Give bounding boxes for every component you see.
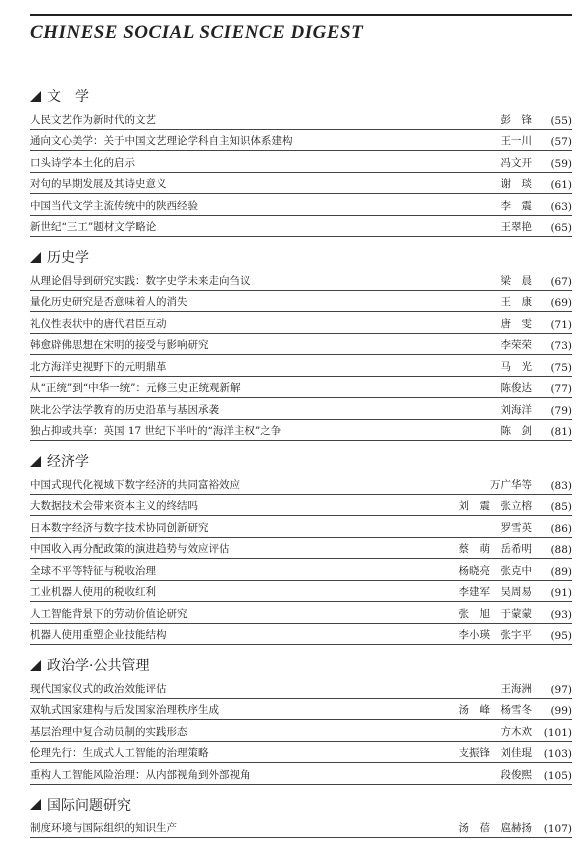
article-title: 伦理先行：生成式人工智能的治理策略 [30,747,209,759]
page-number: (61) [550,179,572,191]
article-title: 人工智能背景下的劳动价值论研究 [30,607,188,620]
triangle-marker-icon [30,252,41,263]
section-heading [30,84,572,108]
section-title: 国际问题研究 [47,797,131,814]
page-number: (107) [543,823,572,835]
article-title: 韩愈辟佛思想在宋明的接受与影响研究 [30,339,209,351]
article-title: 量化历史研究是否意味着人的消失 [30,296,188,308]
article-author: 杨晓亮 张克中 [458,564,532,577]
article-title: 现代国家仪式的政治效能评估 [30,682,167,695]
article-author: 支振锋 刘佳琨 [458,747,532,759]
page-number: (88) [550,544,572,556]
page-number: (63) [550,200,572,213]
page-number: (55) [550,114,572,127]
page-number: (89) [550,565,572,578]
article-author: 梁 晨 [500,274,532,287]
article-title: 工业机器人使用的税收红利 [30,586,156,598]
article-author: 万广华等 [490,478,532,491]
toc-entry[interactable] [30,130,572,152]
article-title: 通向文心美学：关于中国文艺理论学科自主知识体系建构 [30,135,293,147]
article-author: 谢 琰 [500,178,532,190]
article-title: 口头诗学本土化的启示 [30,156,135,169]
article-author: 蔡 萌 岳希明 [458,543,532,555]
page-number: (71) [550,318,572,331]
section-heading [30,793,572,817]
page-number: (101) [543,726,572,739]
page-number: (103) [543,748,572,760]
toc-entry[interactable] [30,312,572,334]
page-number: (81) [550,426,572,438]
toc-entry[interactable] [30,377,572,399]
article-title: 大数据技术会带来资本主义的终结吗 [30,500,198,512]
page-number: (99) [550,705,572,717]
section-title: 政治学·公共管理 [47,658,150,674]
page-number: (77) [550,383,572,395]
article-title: 制度环境与国际组织的知识生产 [30,822,177,834]
section-title: 经济学 [47,454,89,470]
article-author: 马 光 [500,360,532,373]
article-title: 从“正统”到“中华一统”：元修三史正统观新解 [30,382,241,394]
article-author: 王翠艳 [500,221,532,233]
section-title: 文 学 [47,89,89,105]
article-author: 王 康 [500,296,532,308]
triangle-marker-icon [30,799,41,810]
toc-entry[interactable] [30,538,572,560]
toc-entry[interactable] [30,763,572,785]
toc-entry[interactable] [30,194,572,216]
page-number: (83) [550,479,572,492]
page-number: (79) [550,404,572,417]
article-author: 冯文开 [500,156,532,169]
article-title: 北方海洋史视野下的元明鼎革 [30,360,167,373]
toc-entry[interactable] [30,173,572,195]
article-author: 刘海洋 [500,403,532,416]
section-heading [30,245,572,269]
article-title: 中国式现代化视域下数字经济的共同富裕效应 [30,478,240,491]
toc-entry[interactable] [30,108,572,130]
toc-entry[interactable] [30,602,572,624]
page-number: (93) [550,608,572,621]
article-author: 陈 剑 [500,425,532,437]
toc-entry[interactable] [30,624,572,646]
article-author: 汤 蓓 扈赫扬 [458,822,532,834]
article-title: 独占抑或共享：英国 17 世纪下半叶的“海洋主权”之争 [30,425,282,437]
page-number: (67) [550,275,572,288]
toc-entry[interactable] [30,216,572,238]
toc-entry[interactable] [30,151,572,173]
article-title: 礼仪性表状中的唐代君臣互动 [30,317,167,330]
page-number: (91) [550,587,572,599]
article-author: 刘 震 张立榕 [458,500,532,512]
masthead [30,14,572,44]
article-author: 李 震 [500,199,532,212]
page-number: (73) [550,340,572,352]
toc-entry[interactable] [30,516,572,538]
toc-entry[interactable] [30,495,572,517]
page-number: (95) [550,630,572,642]
article-title: 重构人工智能风险治理：从内部视角到外部视角 [30,768,251,781]
article-author: 李小瑛 张宇平 [458,629,532,641]
article-title: 新世纪“三工”题材文学略论 [30,221,157,233]
toc-entry[interactable] [30,269,572,291]
toc-section [30,449,572,645]
article-title: 双轨式国家建构与后发国家治理秩序生成 [30,704,219,716]
page-number: (59) [550,157,572,170]
toc-entry[interactable] [30,398,572,420]
page-number: (69) [550,297,572,309]
page-number: (85) [550,501,572,513]
page-number: (65) [550,222,572,234]
triangle-marker-icon [30,91,41,102]
article-author: 唐 雯 [500,317,532,330]
article-author: 段俊熙 [500,768,532,781]
toc-entry[interactable] [30,473,572,495]
article-title: 中国当代文学主流传统中的陕西经验 [30,199,198,212]
triangle-marker-icon [30,456,41,467]
triangle-marker-icon [30,660,41,671]
section-title: 历史学 [47,250,89,266]
page-number: (75) [550,361,572,374]
toc-section [30,653,572,785]
page-number: (57) [550,136,572,148]
article-title: 机器人使用重塑企业技能结构 [30,629,167,641]
section-heading [30,653,572,677]
section-heading [30,449,572,473]
article-title: 中国收入再分配政策的演进趋势与效应评估 [30,543,230,555]
article-author: 方木欢 [500,725,532,738]
toc-entry[interactable] [30,334,572,356]
article-author: 罗雪英 [500,521,532,534]
toc-entry[interactable] [30,720,572,742]
article-title: 日本数字经济与数字技术协同创新研究 [30,521,209,534]
article-author: 彭 锋 [500,113,532,126]
article-title: 从理论倡导到研究实践：数字史学未来走向刍议 [30,274,251,287]
article-title: 全球不平等特征与税收治理 [30,564,156,577]
toc-entry[interactable] [30,677,572,699]
article-author: 李建军 吴周易 [458,586,532,598]
page-number: (86) [550,522,572,535]
toc-section [30,793,572,839]
article-author: 王一川 [500,135,532,147]
toc-section [30,245,572,441]
article-author: 张 旭 于蒙蒙 [458,607,532,620]
page-number: (97) [550,683,572,696]
article-author: 李荣荣 [500,339,532,351]
article-title: 陕北公学法学教育的历史沿革与基因承袭 [30,403,219,416]
toc-entry[interactable] [30,420,572,442]
journal-title: CHINESE SOCIAL SCIENCE DIGEST [30,22,364,43]
table-of-contents [30,84,572,846]
toc-entry[interactable] [30,355,572,377]
toc-entry[interactable] [30,291,572,313]
toc-section [30,84,572,237]
article-author: 王海洲 [500,682,532,695]
article-title: 人民文艺作为新时代的文艺 [30,113,156,126]
page-number: (105) [543,769,572,782]
toc-entry[interactable] [30,559,572,581]
toc-entry[interactable] [30,699,572,721]
article-author: 陈俊达 [500,382,532,394]
article-title: 对句的早期发展及其诗史意义 [30,178,167,190]
article-title: 基层治理中复合动员制的实践形态 [30,725,188,738]
article-author: 汤 峰 杨雪冬 [458,704,532,716]
toc-entry[interactable] [30,581,572,603]
toc-entry[interactable] [30,742,572,764]
